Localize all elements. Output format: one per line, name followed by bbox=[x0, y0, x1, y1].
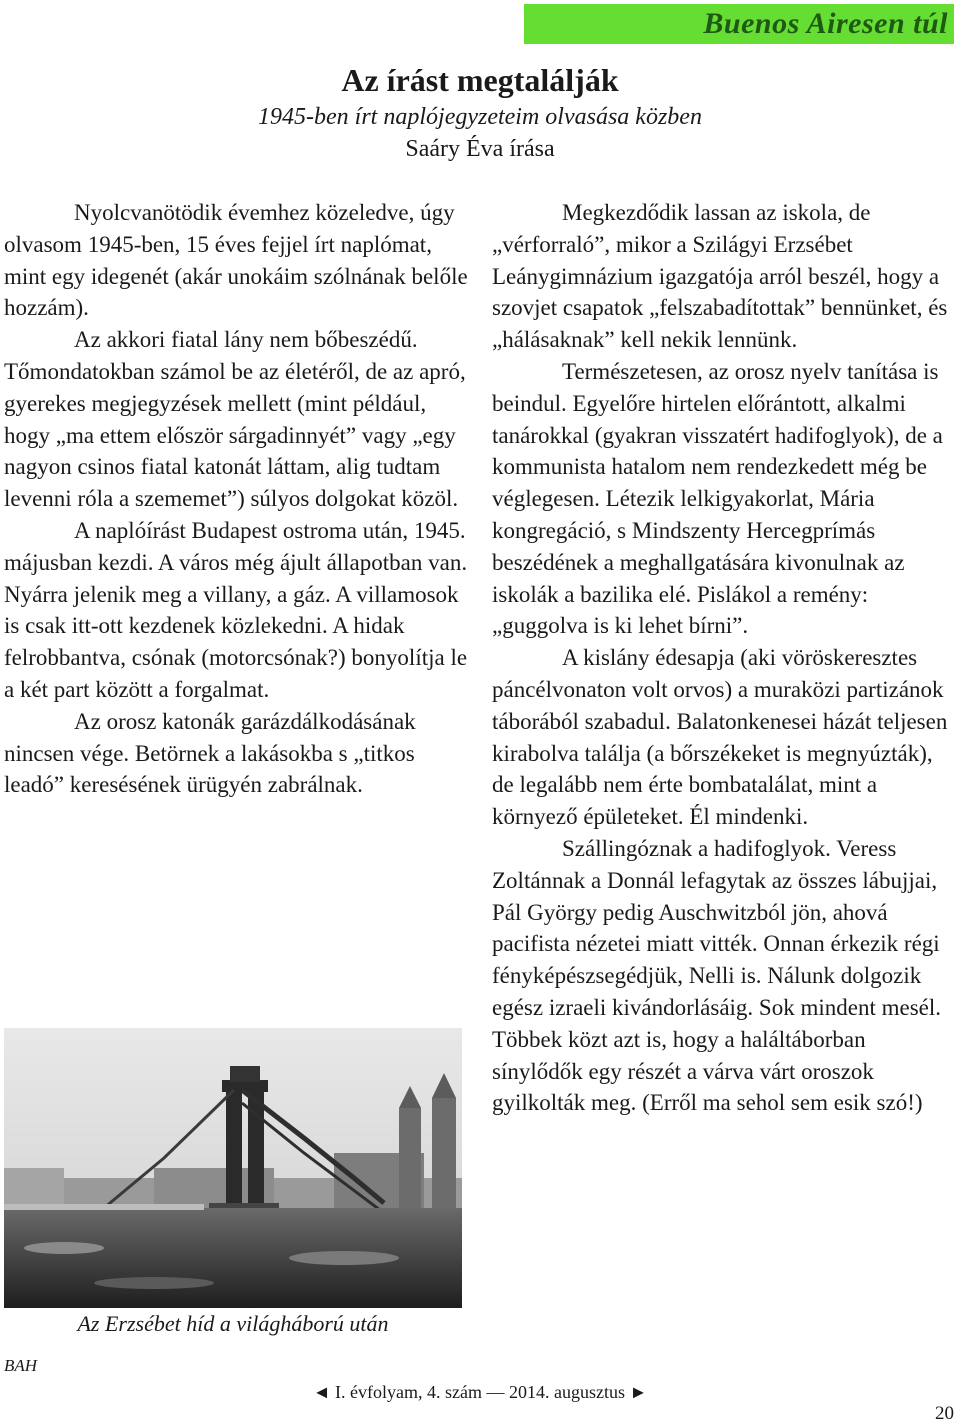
section-banner bbox=[524, 4, 954, 44]
photo-caption: Az Erzsébet híd a világháború után bbox=[77, 1311, 389, 1336]
article-subtitle: 1945-ben írt naplójegyzeteim olvasása közben bbox=[258, 104, 702, 130]
banner-text: Buenos Airesen túl bbox=[703, 7, 948, 40]
article-title: Az írást megtalálják bbox=[341, 62, 619, 98]
paragraph: Az akkori fiatal lány nem bőbeszédű. Tőmondatokban számol be az életéről, de az apró, gyerekes megjegyzések mellett (mint például, hogy „ma ettem először sárgadinnyét” vagy „egy nagyon csinos fiatal katonát láttam, alig tudtam levenni róla a szememet”) súlyos dolgokat közöl. bbox=[4, 327, 466, 512]
paragraph: Megkezdődik lassan az iskola, de „vérforraló”, mikor a Szilágyi Erzsébet Leánygimnázium igazgatója arról beszél, hogy a szovjet csapatok „felszabadítottak” bennünket, és „hálásaknak” kell nekik lennünk. bbox=[492, 200, 948, 353]
page-number: 20 bbox=[935, 1403, 954, 1424]
paragraph: Az orosz katonák garázdálkodásának nincsen vége. Betörnek a lakásokba s „titkos leadó” keresésének ürügyén zabrálnak. bbox=[4, 708, 416, 798]
paragraph: A naplóírást Budapest ostroma után, 1945. májusban kezdi. A város még ájult állapotban van. Nyárra jelenik meg a villany, a gáz. A villamosok is csak itt-ott kezdenek közlekedni. A hidak felrobbantva, csónak (motorcsónak?) bonyolítja le a két part között a forgalmat. bbox=[4, 517, 468, 702]
paragraph: A kislány édesapja (aki vöröskeresztes páncélvonaton volt orvos) a muraközi partizánok táborából szabadul. Balatonkenesei házát teljesen kirabolva találja (a bőrszékeket is megnyúzták), de legalább nem érte bombatalálat, mint a környező épületeket. Él mindenki. bbox=[492, 645, 948, 830]
paragraph: Szállingóznak a hadifoglyok. Veress Zoltánnak a Donnál lefagytak az összes lábujjai, Pál György pedig Auschwitzból jön, ahová pacifista nézetei miatt vitték. Onnan érkezik régi fényképészsegédjük, Nelli is. Nálunk dolgozik egész izraeli kivándorlásáig. Sok mindent mesél. Többek közt azt is, hogy a haláltáborban sínylődők egy részét a várva várt oroszok gyilkolták meg. (Erről ma sehol sem esik szó!) bbox=[492, 835, 942, 1116]
right-column bbox=[492, 197, 958, 1119]
bridge-photo bbox=[4, 1028, 462, 1308]
paragraph: Természetesen, az orosz nyelv tanítása is beindul. Egyelőre hirtelen előrántott, alkalmi tanárokkal (gyakran visszatért hadifoglyok), de a kommunista hatalom nem rendezkedett még be véglegesen. Létezik lelkigyakorlat, Mária kongregáció, s Mindszenty Hercegprímás beszédének a meghallgatására kivonulnak az iskolák a bazilika elé. Pislákol a remény: „guggolva is ki lehet bírni”. bbox=[492, 358, 943, 639]
article-author: Saáry Éva írása bbox=[405, 136, 555, 162]
author-initials: BAH bbox=[4, 1356, 38, 1375]
left-column bbox=[4, 197, 474, 801]
paragraph: Nyolcvanötödik évemhez közeledve, úgy olvasom 1945-ben, 15 éves fejjel írt naplómat, mint egy idegenét (akár unokáim szólnának belőle hozzám). bbox=[4, 200, 468, 321]
issue-footer: ◄ I. évfolyam, 4. szám — 2014. augusztus ► bbox=[312, 1382, 648, 1402]
